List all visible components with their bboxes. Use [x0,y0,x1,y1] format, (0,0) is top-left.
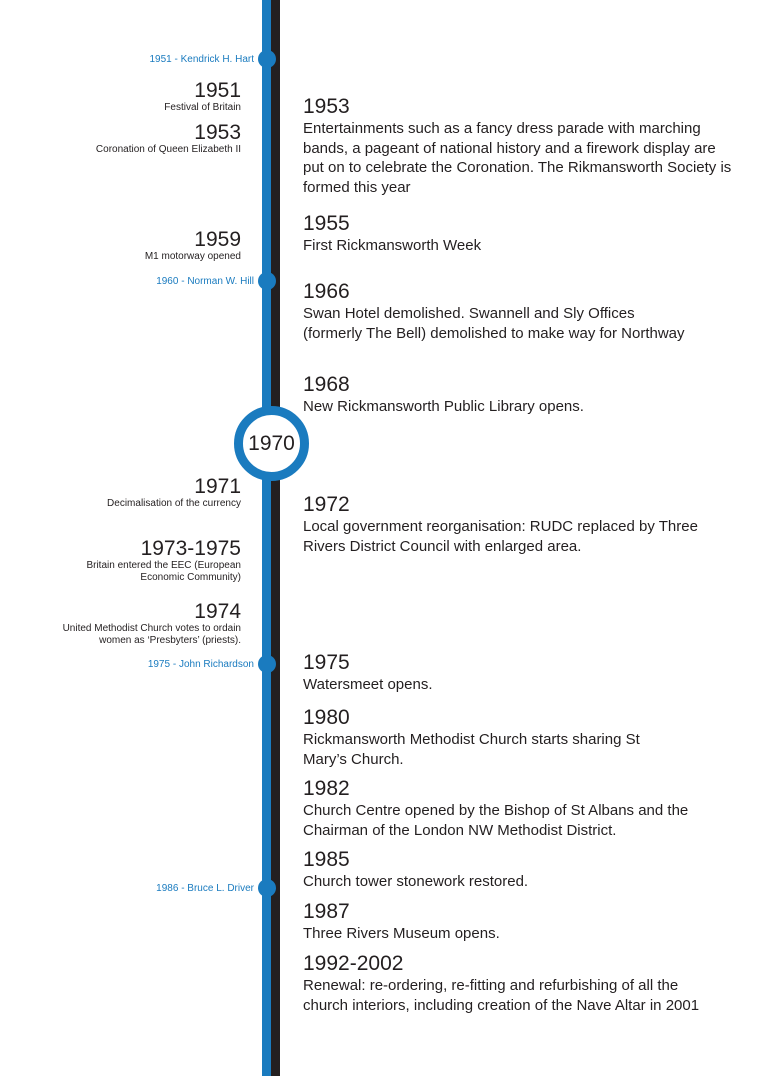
national-event-year: 1953 [194,121,241,144]
local-event-year: 1966 [303,280,350,303]
minister-label: 1986 - Bruce L. Driver [156,883,254,894]
local-event-year: 1987 [303,900,350,923]
local-event-desc: Watersmeet opens. [303,676,433,693]
local-event-desc: Rickmansworth Methodist Church starts sharing St Mary’s Church. [303,731,640,768]
national-event-year: 1959 [194,228,241,251]
local-event-desc: First Rickmansworth Week [303,237,482,254]
national-event-desc: Coronation of Queen Elizabeth II [95,144,241,155]
timeline-line-blue [262,0,271,1076]
local-event-desc: Swan Hotel demolished. Swannell and Sly Offices (formerly The Bell) demolished to make way for Northway [303,305,685,342]
local-event-desc: Local government reorganisation: RUDC replaced by Three Rivers District Council with enlarged area. [303,518,698,555]
local-event-desc: Three Rivers Museum opens. [303,925,500,942]
local-event [303,777,713,840]
minister-label: 1960 - Norman W. Hill [156,276,254,287]
minister-marker-dot [258,655,276,673]
minister-label: 1951 - Kendrick H. Hart [149,54,254,65]
local-event [303,651,743,695]
local-event-desc: Church tower stonework restored. [303,873,529,890]
local-event-year: 1992-2002 [303,952,404,975]
local-event-desc: New Rickmansworth Public Library opens. [303,398,584,415]
national-event [96,122,241,156]
local-event [303,848,743,892]
local-event-desc: Church Centre opened by the Bishop of St Albans and the Chairman of the London NW Methodist District. [303,802,689,839]
decade-marker-circle [234,406,309,481]
national-event-year: 1971 [194,475,241,498]
minister-marker-dot [258,879,276,897]
national-event [51,538,241,584]
local-event [303,373,743,417]
local-event-desc: Entertainments such as a fancy dress parade with marching bands, a pageant of national history and a firework display are put on to celebrate the Coronation. The Rikmansworth Society is formed this year [303,120,732,196]
decade-marker-label: 1970 [248,431,295,455]
national-event-desc: M1 motorway opened [144,251,241,262]
national-event [164,80,241,114]
local-event [303,212,743,256]
local-event [303,706,683,769]
national-event-year: 1974 [194,600,241,623]
timeline-line-dark [271,0,280,1076]
local-event [303,280,693,343]
local-event-year: 1980 [303,706,350,729]
national-event-year: 1951 [194,79,241,102]
local-event-year: 1955 [303,212,350,235]
national-event-desc: Festival of Britain [164,102,241,113]
national-event [46,601,241,647]
national-event-desc: Decimalisation of the currency [107,498,241,509]
local-event-year: 1975 [303,651,350,674]
national-event-desc: United Methodist Church votes to ordain women as ‘Presbyters’ (priests). [62,623,241,646]
local-event-year: 1953 [303,95,350,118]
local-event [303,493,708,556]
national-event [145,229,241,263]
national-event [107,476,241,510]
local-event-year: 1985 [303,848,350,871]
local-event-year: 1968 [303,373,350,396]
minister-marker-dot [258,272,276,290]
minister-label: 1975 - John Richardson [147,659,254,670]
national-event-desc: Britain entered the EEC (European Economic Community) [86,560,241,583]
local-event-year: 1972 [303,493,350,516]
local-event [303,952,723,1015]
local-event-year: 1982 [303,777,350,800]
local-event [303,900,743,944]
national-event-year: 1973-1975 [140,537,241,560]
minister-marker-dot [258,50,276,68]
local-event-desc: Renewal: re-ordering, re-fitting and refurbishing of all the church interiors, including creation of the Nave Altar in 2001 [303,977,700,1014]
local-event [303,95,733,197]
